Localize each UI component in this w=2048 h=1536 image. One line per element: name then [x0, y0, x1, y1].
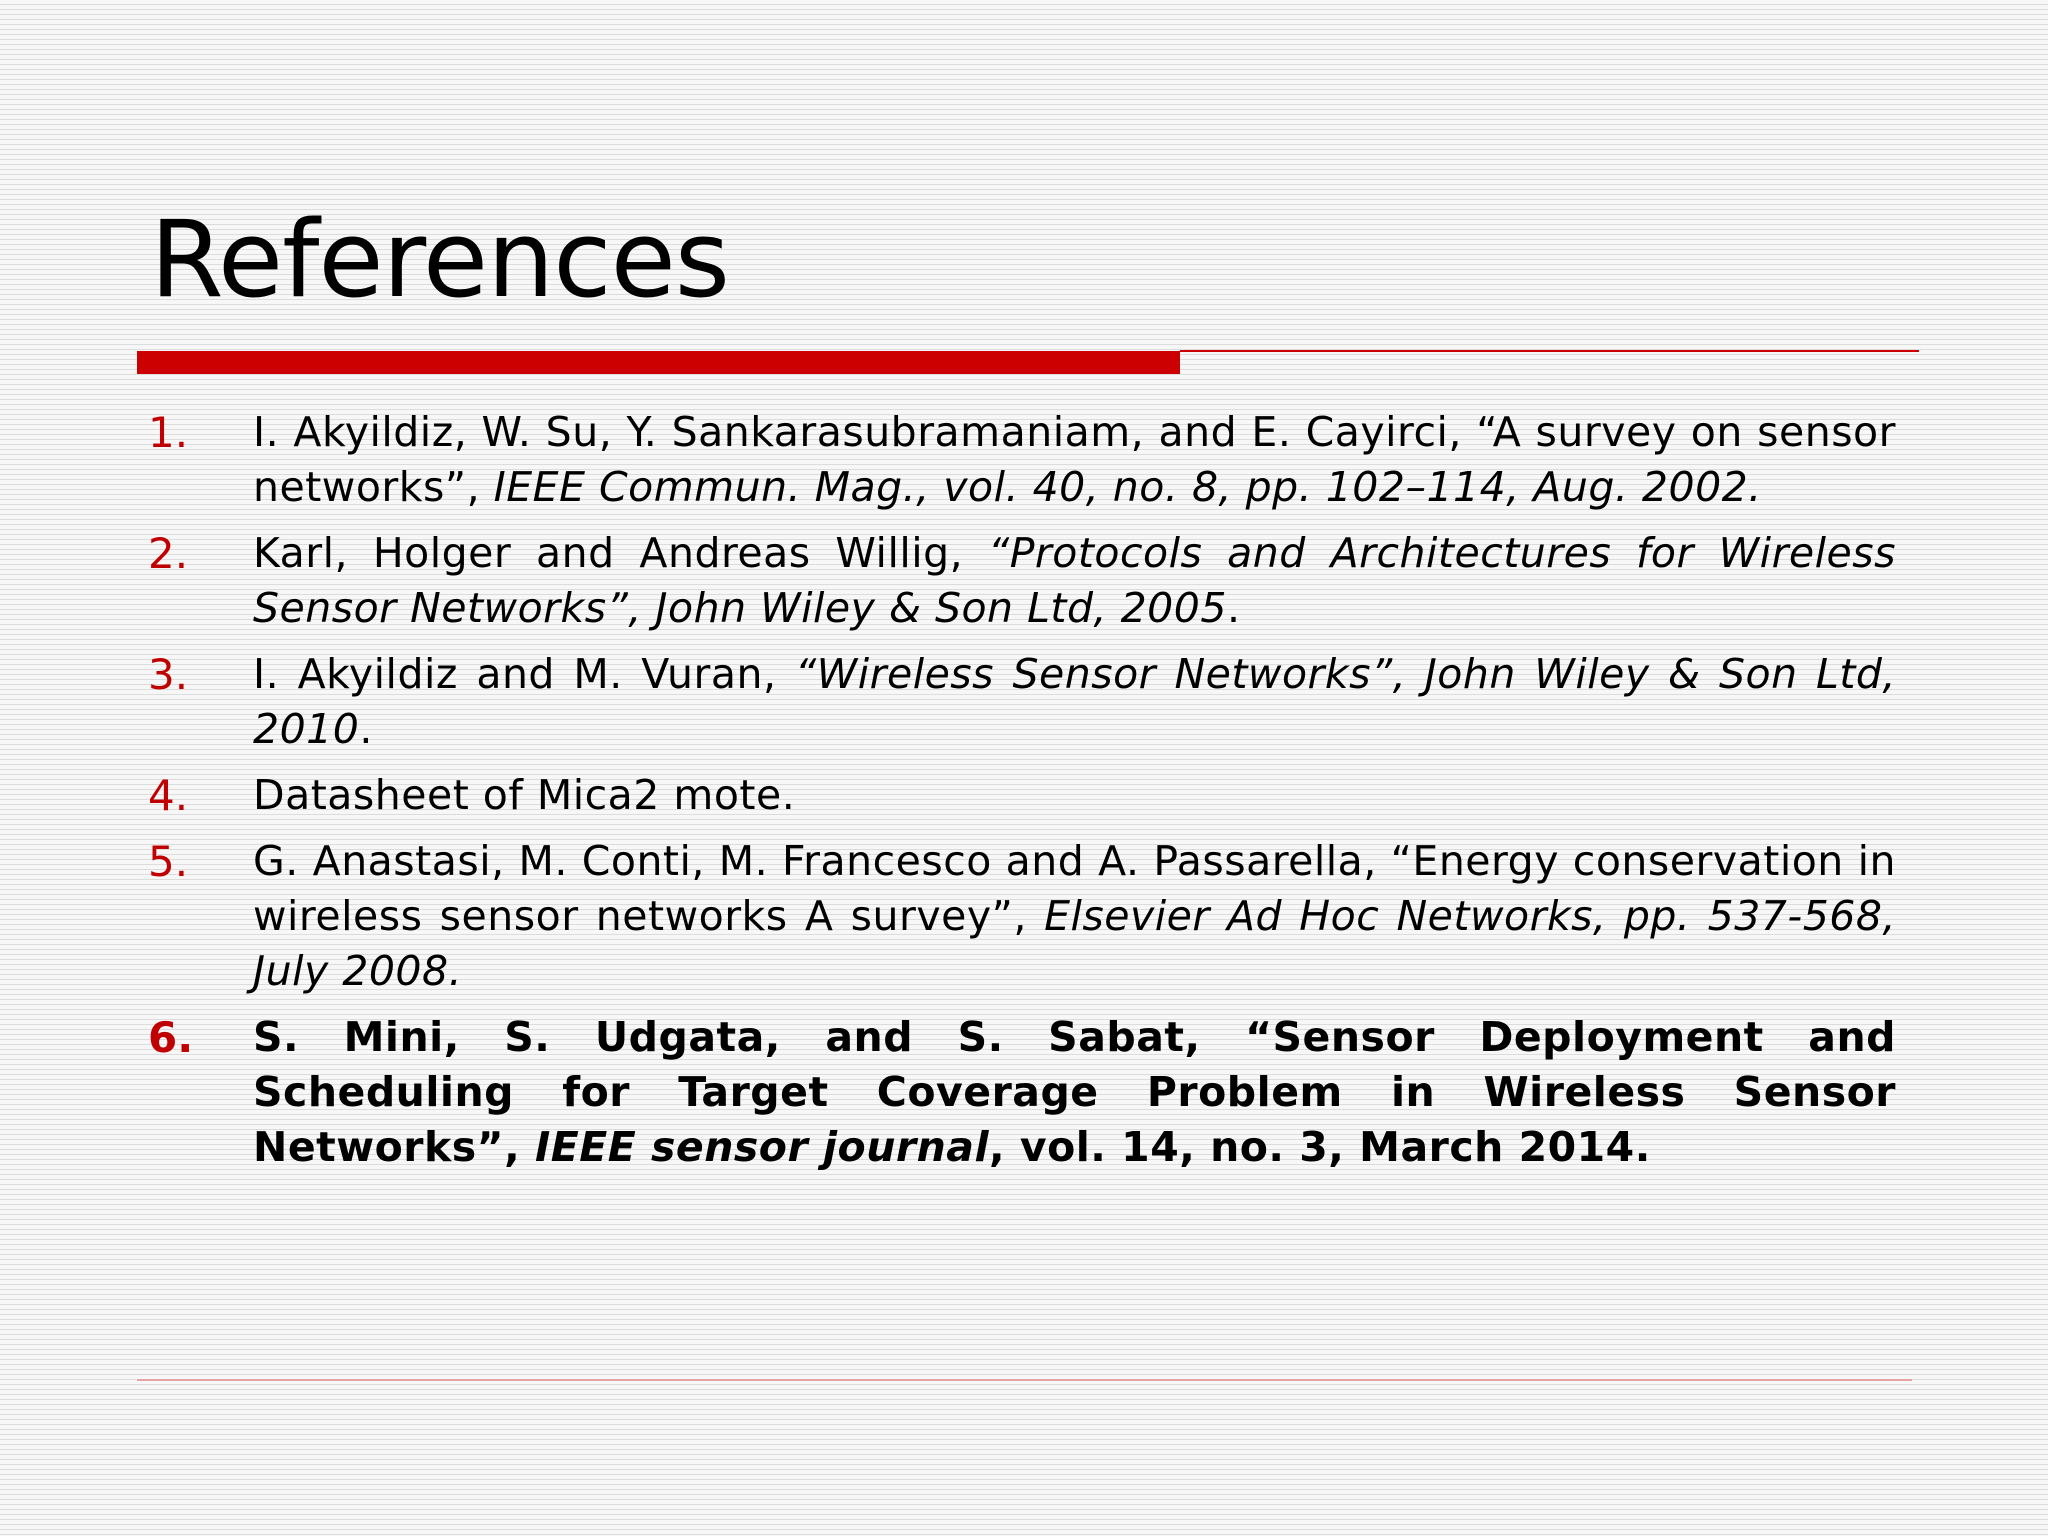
title-underline-thin	[1180, 350, 1919, 352]
reference-item-4	[148, 768, 1896, 823]
title-underline-thick	[137, 351, 1180, 374]
reference-number: 6.	[148, 1013, 194, 1062]
reference-authors-title: G. Anastasi, M. Conti, M. Francesco and A. Passarella, “Energy conservation in wireless sensor networks A survey”,	[253, 837, 1896, 940]
reference-number: 5.	[148, 837, 189, 886]
reference-tail: .	[1226, 584, 1241, 632]
reference-item-6	[148, 1010, 1896, 1175]
reference-list	[148, 405, 1896, 1186]
reference-number: 2.	[148, 529, 189, 578]
reference-text	[253, 1010, 1896, 1175]
reference-authors-title: Karl, Holger and Andreas Willig,	[253, 529, 988, 577]
reference-item-2	[148, 526, 1896, 636]
reference-number: 1.	[148, 408, 189, 457]
reference-authors-title: S. Mini, S. Udgata, and S. Sabat, “Sensor Deployment and Scheduling for Target Coverage Problem in Wireless Sensor Networks”,	[253, 1013, 1896, 1171]
reference-item-5	[148, 834, 1896, 999]
reference-text	[253, 526, 1896, 636]
slide-title: References	[150, 198, 730, 321]
reference-number: 3.	[148, 650, 189, 699]
reference-authors-title: I. Akyildiz and M. Vuran,	[253, 650, 795, 698]
reference-item-1	[148, 405, 1896, 515]
reference-authors-title: Datasheet of Mica2 mote.	[253, 771, 796, 819]
reference-tail: .	[359, 705, 373, 753]
reference-text	[253, 834, 1896, 999]
reference-tail: , vol. 14, no. 3, March 2014.	[989, 1123, 1651, 1171]
reference-source: IEEE Commun. Mag., vol. 40, no. 8, pp. 102–114, Aug. 2002.	[493, 463, 1762, 511]
footer-divider	[137, 1379, 1912, 1381]
reference-text	[253, 405, 1896, 515]
reference-authors-title: I. Akyildiz, W. Su, Y. Sankarasubramaniam, and E. Cayirci, “A survey on sensor networks”,	[253, 408, 1896, 511]
reference-number: 4.	[148, 771, 189, 820]
reference-text	[253, 647, 1896, 757]
reference-source: Elsevier Ad Hoc Networks, pp. 537-568, July 2008.	[253, 892, 1896, 995]
reference-source: IEEE sensor journal	[534, 1123, 990, 1171]
reference-text	[253, 768, 1896, 823]
reference-source: “Wireless Sensor Networks”, John Wiley & Son Ltd, 2010	[253, 650, 1896, 753]
reference-source: “Protocols and Architectures for Wireless Sensor Networks”, John Wiley & Son Ltd, 2005	[253, 529, 1896, 632]
reference-item-3	[148, 647, 1896, 757]
